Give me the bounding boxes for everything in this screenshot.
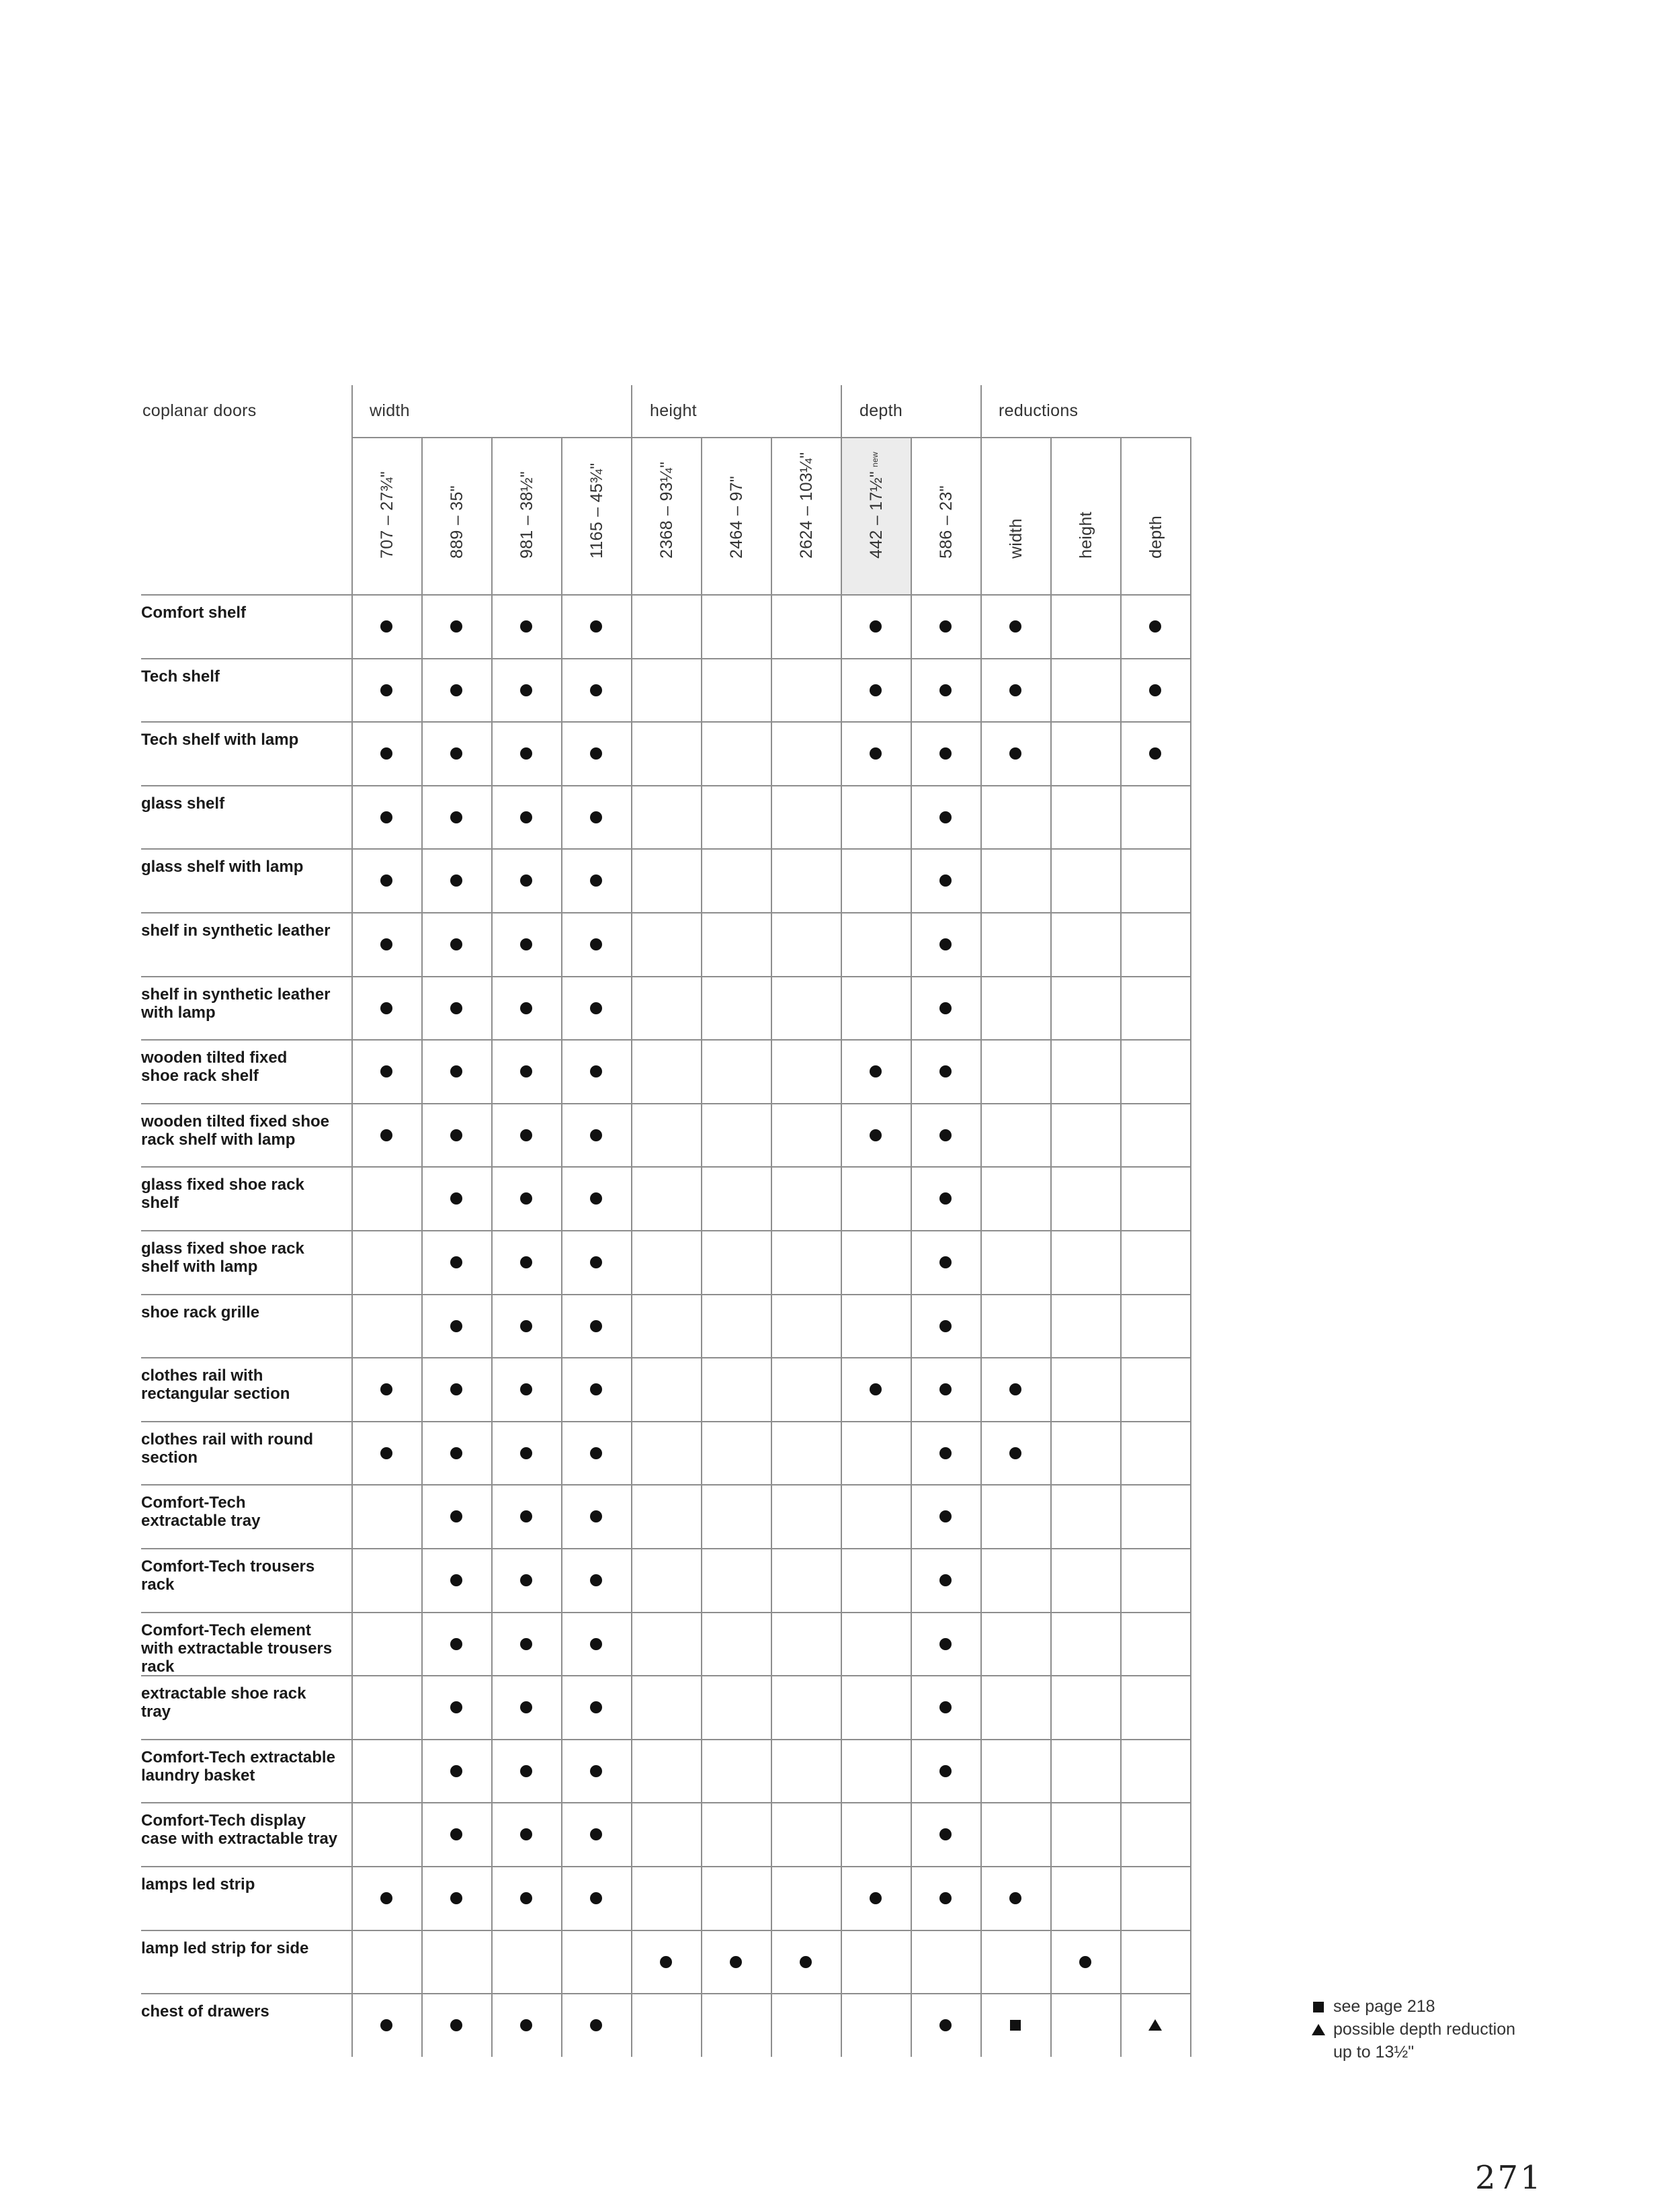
row-label: Tech shelf xyxy=(141,667,220,686)
column-header-label xyxy=(378,471,397,559)
grid-vline xyxy=(631,385,632,2057)
grid-hline xyxy=(141,1421,1190,1422)
column-header-label xyxy=(517,471,537,559)
grid-hline xyxy=(141,1484,1190,1485)
column-header-text: 2464 – 97" xyxy=(727,475,746,559)
grid-hline xyxy=(141,1930,1190,1931)
legend-text: possible depth reduction up to 13½" xyxy=(1333,2020,1516,2062)
column-header-text: 442 – 17½" xyxy=(867,471,886,559)
column-header-text: 707 – 27¾" xyxy=(378,471,396,559)
column-header-label xyxy=(1146,516,1166,559)
row-label: extractable shoe rack tray xyxy=(141,1684,306,1721)
legend-item-triangle xyxy=(1310,2018,1515,2064)
row-label: glass fixed shoe rack shelf with lamp xyxy=(141,1239,304,1276)
grid-hline xyxy=(351,437,1190,438)
grid-hline xyxy=(141,1993,1190,1994)
grid-hline xyxy=(141,848,1190,850)
group-header-width: width xyxy=(370,401,410,420)
grid-hline xyxy=(141,1039,1190,1041)
grid-hline xyxy=(141,1166,1190,1168)
grid-vline xyxy=(1190,437,1191,2057)
row-label: Comfort-Tech display case with extractable tray xyxy=(141,1812,338,1848)
triangle-icon xyxy=(1310,2018,1333,2041)
grid-vline xyxy=(980,385,982,2057)
grid-hline xyxy=(141,594,1190,596)
row-label: chest of drawers xyxy=(141,2002,269,2021)
row-label: Comfort-Tech extractable laundry basket xyxy=(141,1748,335,1785)
grid-hline xyxy=(141,1612,1190,1613)
legend-text: see page 218 xyxy=(1333,1997,1435,2016)
column-header-text: 1165 – 45¾" xyxy=(587,462,606,559)
column-header-text: 2368 – 93¼" xyxy=(657,461,676,559)
grid-hline xyxy=(141,912,1190,913)
column-header-text: depth xyxy=(1146,515,1165,559)
column-header-label xyxy=(937,485,956,559)
column-header-label xyxy=(797,452,816,559)
row-label: lamp led strip for side xyxy=(141,1939,309,1957)
grid-hline xyxy=(141,1802,1190,1803)
grid-hline xyxy=(141,1294,1190,1295)
column-header-text: 981 – 38½" xyxy=(517,471,536,559)
row-label: shoe rack grille xyxy=(141,1303,260,1321)
row-label: clothes rail with rectangular section xyxy=(141,1367,290,1403)
legend-item-square xyxy=(1310,1995,1515,2018)
column-header-label xyxy=(867,452,886,559)
row-label: Comfort-Tech element with extractable trousers rack xyxy=(141,1621,333,1676)
grid-hline xyxy=(141,1103,1190,1104)
row-label: glass shelf xyxy=(141,794,225,813)
group-header-height: height xyxy=(650,401,697,420)
column-header-label xyxy=(1077,512,1096,559)
grid-hline xyxy=(141,1230,1190,1231)
column-header-label xyxy=(1007,518,1026,559)
column-header-label xyxy=(448,485,467,559)
row-label: glass shelf with lamp xyxy=(141,858,304,877)
column-header-label xyxy=(727,476,747,559)
grid-vline xyxy=(771,437,772,2057)
grid-hline xyxy=(141,1866,1190,1867)
grid-hline xyxy=(141,721,1190,723)
row-label: Comfort-Tech trousers rack xyxy=(141,1557,315,1594)
column-header-label xyxy=(587,463,607,559)
column-header-text: 586 – 23" xyxy=(937,485,956,559)
square-icon xyxy=(1310,1995,1333,2018)
grid-vline xyxy=(701,437,702,2057)
page-number: 271 xyxy=(1475,2159,1543,2197)
column-header-text: 2624 – 103¼" xyxy=(797,452,816,559)
row-label: wooden tilted fixed shoe rack shelf with lamp xyxy=(141,1112,330,1149)
row-label: shelf in synthetic leather xyxy=(141,922,331,940)
column-header-text: height xyxy=(1077,512,1095,559)
grid-vline xyxy=(1120,437,1122,2057)
group-header-depth: depth xyxy=(859,401,903,420)
grid-hline xyxy=(141,1548,1190,1549)
row-label: clothes rail with round section xyxy=(141,1430,314,1467)
row-label: shelf in synthetic leather with lamp xyxy=(141,985,331,1022)
group-header-reductions: reductions xyxy=(999,401,1079,420)
legend xyxy=(1310,1995,1515,2064)
grid-vline xyxy=(421,437,423,2057)
grid-vline xyxy=(841,385,842,2057)
column-header-label xyxy=(657,462,677,559)
row-label: glass fixed shoe rack shelf xyxy=(141,1176,304,1213)
row-label: Comfort shelf xyxy=(141,604,246,622)
column-header-text: width xyxy=(1007,518,1025,559)
grid-hline xyxy=(141,658,1190,659)
table-title: coplanar doors xyxy=(142,401,257,420)
column-header-text: 889 – 35" xyxy=(448,485,466,559)
grid-vline xyxy=(351,385,353,2057)
grid-hline xyxy=(141,1357,1190,1358)
row-label: Tech shelf with lamp xyxy=(141,731,299,749)
grid-vline xyxy=(561,437,562,2057)
grid-vline xyxy=(1050,437,1052,2057)
row-label: wooden tilted fixed shoe rack shelf xyxy=(141,1049,288,1086)
grid-hline xyxy=(141,785,1190,786)
grid-vline xyxy=(911,437,912,2057)
row-label: Comfort-Tech extractable tray xyxy=(141,1494,261,1531)
row-label: lamps led strip xyxy=(141,1875,255,1894)
grid-hline xyxy=(141,1739,1190,1740)
grid-hline xyxy=(141,976,1190,977)
column-header-superscript: new xyxy=(870,452,880,467)
grid-vline xyxy=(491,437,493,2057)
